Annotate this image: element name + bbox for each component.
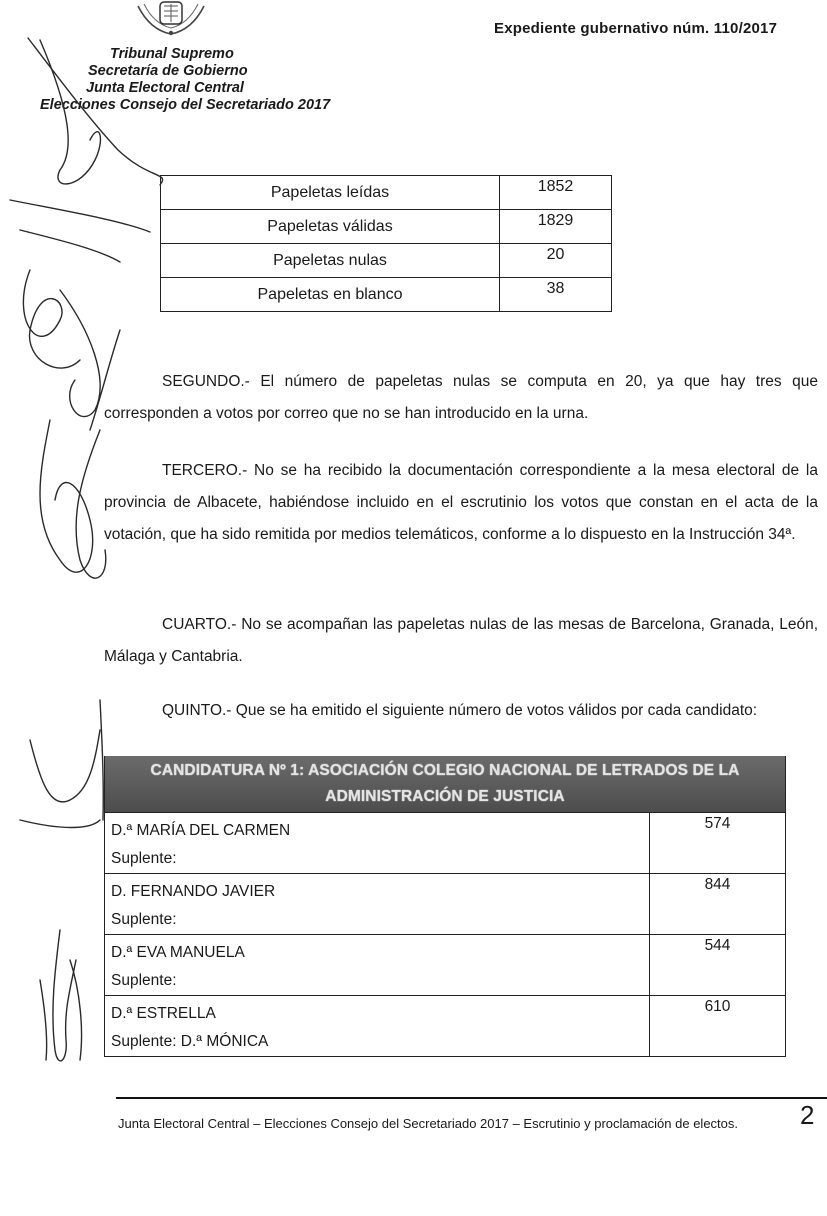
candidate-cell <box>105 996 650 1057</box>
table-row <box>161 244 612 278</box>
footer-divider <box>116 1097 827 1099</box>
candidate-votes: 844 <box>650 874 786 935</box>
table-row <box>161 210 612 244</box>
candidate-substitute: Suplente: <box>111 911 177 928</box>
candidate-votes: 574 <box>650 813 786 874</box>
candidate-substitute: Suplente: <box>111 972 177 989</box>
candidate-name: D.ª EVA MANUELA <box>111 944 245 961</box>
paragraph-segundo <box>104 366 818 430</box>
table-row <box>105 935 785 996</box>
table-row <box>105 813 785 874</box>
paragraph-cuarto <box>104 609 818 673</box>
summary-label: Papeletas válidas <box>161 210 500 244</box>
paragraph-text: SEGUNDO.- El número de papeletas nulas se computa en 20, ya que hay tres que corresponden a votos por correo que no se han introducido en la urna. <box>104 373 818 422</box>
summary-value: 38 <box>500 278 612 312</box>
candidate-cell <box>105 874 650 935</box>
candidate-name: D.ª ESTRELLA <box>111 1005 216 1022</box>
candidate-cell <box>105 813 650 874</box>
institution-header <box>40 46 330 114</box>
paragraph-tercero <box>104 455 818 551</box>
table-row <box>105 996 785 1057</box>
summary-label: Papeletas leídas <box>161 176 500 210</box>
paragraph-text: TERCERO.- No se ha recibido la documentación correspondiente a la mesa electoral de la provincia de Albacete, habiéndose incluido en el escrutinio los votos que constan en el acta de la votación, que ha sido remitida por medios telemáticos, conforme a lo dispuesto en la Instrucción 34ª. <box>104 462 818 543</box>
summary-label: Papeletas nulas <box>161 244 500 278</box>
header-line: Secretaría de Gobierno <box>88 63 248 79</box>
paragraph-text: CUARTO.- No se acompañan las papeletas nulas de las mesas de Barcelona, Granada, León, Málaga y Cantabria. <box>104 616 818 665</box>
candidate-votes: 544 <box>650 935 786 996</box>
table-row <box>161 176 612 210</box>
paragraph-quinto <box>104 695 818 727</box>
candidates-table <box>105 812 785 1056</box>
summary-value: 1829 <box>500 210 612 244</box>
candidate-substitute: Suplente: <box>111 850 177 867</box>
footer-text: Junta Electoral Central – Elecciones Consejo del Secretariado 2017 – Escrutinio y proclamación de electos. <box>118 1116 739 1131</box>
ballot-summary-table <box>160 175 612 312</box>
page-number: 2 <box>800 1100 815 1130</box>
paragraph-text: QUINTO.- Que se ha emitido el siguiente número de votos válidos por cada candidato: <box>162 702 758 719</box>
candidate-votes: 610 <box>650 996 786 1057</box>
candidate-name: D. FERNANDO JAVIER <box>111 883 276 900</box>
candidate-name: D.ª MARÍA DEL CARMEN <box>111 822 291 839</box>
summary-value: 20 <box>500 244 612 278</box>
candidacy-title: CANDIDATURA Nº 1: ASOCIACIÓN COLEGIO NACIONAL DE LETRADOS DE LA ADMINISTRACIÓN DE JUSTICIA <box>105 756 785 812</box>
table-row <box>161 278 612 312</box>
candidate-substitute: Suplente: D.ª MÓNICA <box>111 1033 269 1050</box>
summary-label: Papeletas en blanco <box>161 278 500 312</box>
header-line: Junta Electoral Central <box>86 80 244 96</box>
candidate-cell <box>105 935 650 996</box>
case-number: Expediente gubernativo núm. 110/2017 <box>494 20 778 37</box>
table-row <box>105 874 785 935</box>
coat-of-arms-icon <box>130 0 212 38</box>
candidacy-table <box>104 756 786 1057</box>
header-line: Tribunal Supremo <box>110 46 234 62</box>
header-line: Elecciones Consejo del Secretariado 2017 <box>40 97 331 113</box>
summary-value: 1852 <box>500 176 612 210</box>
